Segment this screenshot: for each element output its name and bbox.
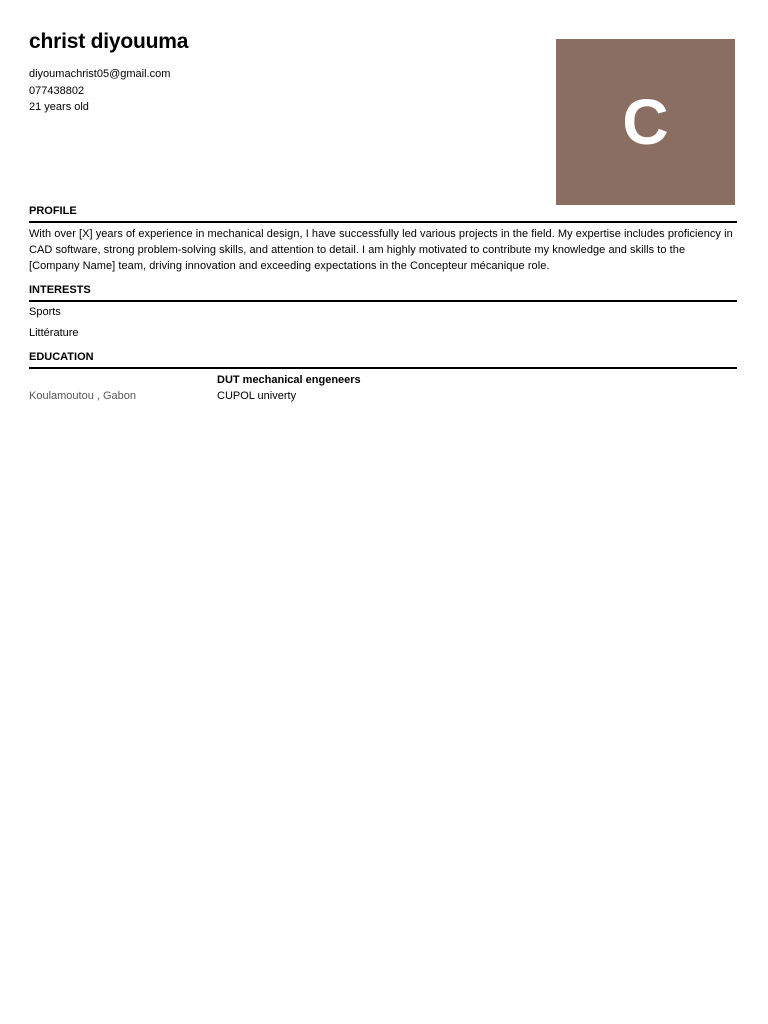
profile-section-title: PROFILE [29, 205, 737, 223]
education-degree: DUT mechanical engeneers [217, 374, 361, 386]
education-school: CUPOL univerty [217, 390, 297, 402]
avatar [556, 39, 735, 205]
profile-summary: With over [X] years of experience in mechanical design, I have successfully led various projects in the field. My expertise includes proficiency in CAD software, strong problem-solving skills, and attention to detail. I am highly motivated to contribute my knowledge and skills to the [Company Name] team, driving innovation and exceeding expectations in the Concepteur mécanique role. [29, 228, 733, 272]
phone-text: 077438802 [29, 84, 85, 97]
age-text: 21 years old [29, 101, 89, 113]
contact-info [29, 66, 170, 116]
email-text: diyoumachrist05@gmail.com [29, 68, 171, 80]
education-location: Koulamoutou , Gabon [29, 390, 137, 402]
interest-item: Sports [29, 306, 61, 318]
candidate-name: christ diyouuma [29, 30, 189, 53]
avatar-initial: C [622, 86, 669, 158]
education-section-title: EDUCATION [29, 351, 737, 369]
interest-item: Littérature [29, 327, 79, 339]
interests-section-title: INTERESTS [29, 284, 737, 302]
